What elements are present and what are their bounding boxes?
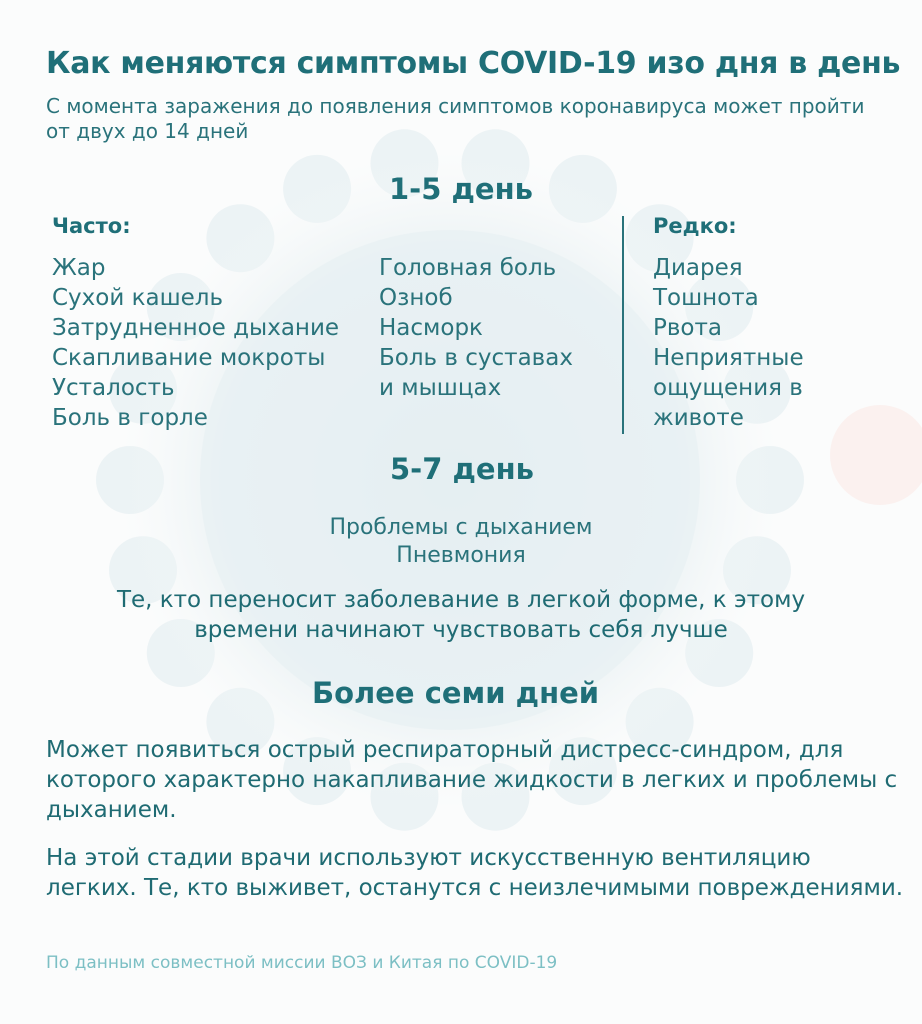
rare-symptoms-column	[653, 253, 804, 433]
list-item: Диарея	[653, 255, 743, 281]
list-item: Озноб	[379, 285, 453, 311]
stage-2-note: Те, кто переносит заболевание в легкой форме, к этому времени начинают чувствовать себя лучше	[116, 587, 806, 643]
stage-2-items	[0, 514, 922, 570]
list-item: Затрудненное дыхание	[52, 315, 340, 341]
list-item: Пневмония	[396, 543, 526, 568]
list-item: Проблемы с дыханием	[329, 515, 593, 540]
source-note: По данным совместной миссии ВОЗ и Китая по COVID-19	[46, 953, 558, 973]
column-divider	[622, 216, 624, 434]
rare-label: Редко:	[653, 214, 737, 238]
list-item: Насморк	[379, 315, 483, 341]
list-item: Боль в горле	[52, 405, 208, 431]
list-item: Головная боль	[379, 255, 557, 281]
list-item: животе	[653, 405, 744, 431]
list-item: ощущения в	[653, 375, 803, 401]
page-subtitle: С момента заражения до появления симптомов коронавируса может пройти от двух до 14 дней	[46, 94, 865, 143]
list-item: Скапливание мокроты	[52, 345, 326, 371]
stage-3-paragraph-2: На этой стадии врачи используют искусственную вентиляцию легких. Те, кто выживет, останутся с неизлечимыми повреждениями.	[46, 845, 904, 901]
list-item: Боль в суставах	[379, 345, 573, 371]
page-title: Как меняются симптомы COVID-19 изо дня в день	[46, 46, 901, 81]
list-item: и мышцах	[379, 375, 502, 401]
often-symptoms-column-1	[52, 253, 339, 433]
often-label: Часто:	[52, 214, 131, 238]
list-item: Рвота	[653, 315, 722, 341]
stage-3-heading: Более семи дней	[312, 676, 600, 710]
stage-1-heading: 1-5 день	[389, 172, 533, 206]
stage-2-heading: 5-7 день	[390, 452, 534, 486]
stage-3-paragraph-1: Может появиться острый респираторный дистресс-синдром, для которого характерно накапливание жидкости в легких и проблемы с дыханием.	[46, 737, 898, 823]
often-symptoms-column-2	[379, 253, 573, 403]
list-item: Усталость	[52, 375, 175, 401]
list-item: Сухой кашель	[52, 285, 224, 311]
list-item: Жар	[52, 255, 106, 281]
list-item: Тошнота	[653, 285, 759, 311]
list-item: Неприятные	[653, 345, 804, 371]
